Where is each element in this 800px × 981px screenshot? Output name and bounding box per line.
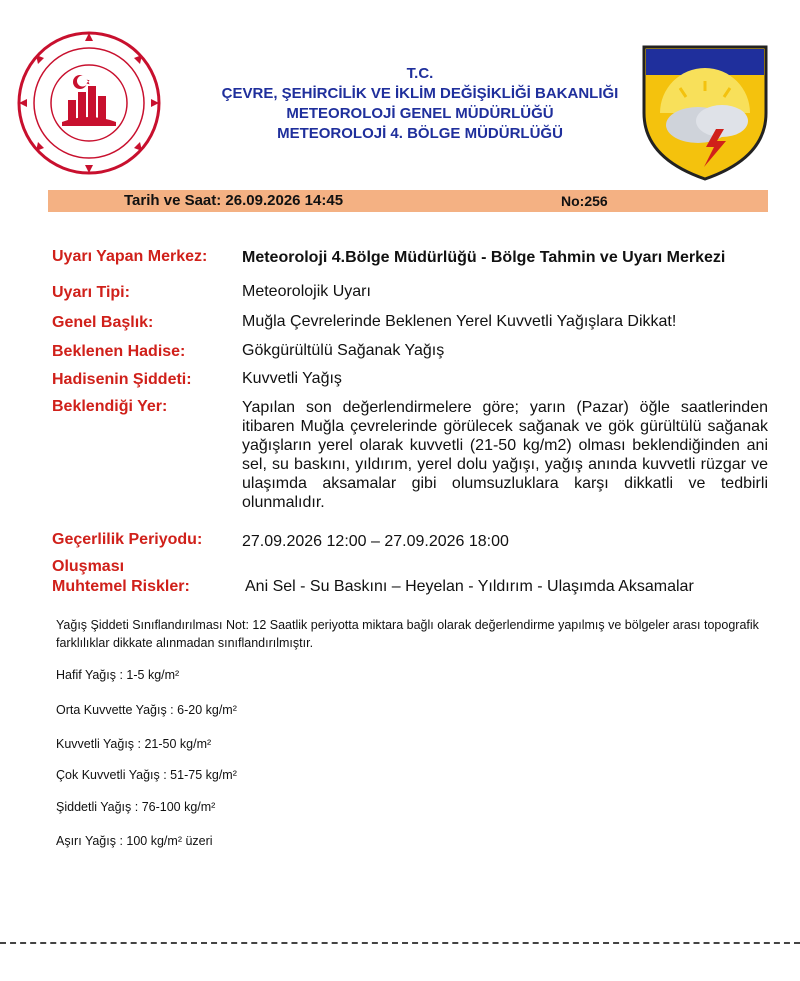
validity-period-value: 27.09.2026 12:00 – 27.09.2026 18:00 xyxy=(242,533,509,550)
severity-value: Kuvvetli Yağış xyxy=(242,370,342,387)
class-severe: Şiddetli Yağış : 76-100 kg/m² xyxy=(56,800,216,814)
classification-note: Yağış Şiddeti Sınıflandırılması Not: 12 Saatlik periyotta miktara bağlı olarak değerlendirme yapılmış ve bölgeler arası topografik farklılıklar dikkate alınmadan sınıflandırılmıştır. xyxy=(56,618,759,650)
ministry-header xyxy=(180,64,660,144)
warning-type-value: Meteorolojik Uyarı xyxy=(242,283,371,300)
expected-event-value: Gökgürültülü Sağanak Yağış xyxy=(242,342,445,359)
date-time: Tarih ve Saat: 26.09.2026 14:45 xyxy=(124,192,344,209)
class-light: Hafif Yağış : 1-5 kg/m² xyxy=(56,668,180,682)
center-label: Uyarı Yapan Merkez: xyxy=(52,248,208,265)
header-line-tc: T.C. xyxy=(406,65,434,82)
date-bar xyxy=(48,190,768,212)
bulletin-number: No:256 xyxy=(561,193,608,209)
expected-place-label: Beklendiği Yer: xyxy=(52,398,168,415)
header-line-ministry: ÇEVRE, ŞEHİRCİLİK VE İKLİM DEĞİŞİKLİĞİ BAKANLIĞI xyxy=(221,85,619,102)
class-moderate: Orta Kuvvette Yağış : 6-20 kg/m² xyxy=(56,703,237,717)
expected-place-text: Yapılan son değerlendirmelere göre; yarın (Pazar) öğle saatlerinden itibaren Muğla çevrelerinde görülecek sağanak ve gök gürültülü sağanak yağışların yerel olarak kuvvetli (21-50 kg/m2) olması beklendiğinden ani sel, su baskını, yıldırım, yerel dolu yağışı, yağış anında kuvvetli rüzgar ve ulaşımda aksamalar gibi olumsuzluklara karşı dikkatli ve tedbirli olunmalıdır. xyxy=(242,399,768,511)
risks-label-line2: Muhtemel Riskler: xyxy=(52,578,190,595)
severity-label: Hadisenin Şiddeti: xyxy=(52,371,192,388)
class-heavy: Kuvvetli Yağış : 21-50 kg/m² xyxy=(56,737,212,751)
header-line-regional-directorate: METEOROLOJİ 4. BÖLGE MÜDÜRLÜĞÜ xyxy=(277,125,563,142)
class-extreme: Aşırı Yağış : 100 kg/m² üzeri xyxy=(56,834,213,848)
warning-type-label: Uyarı Tipi: xyxy=(52,284,130,301)
risks-label-line1: Oluşması xyxy=(52,558,125,575)
center-value: Meteoroloji 4.Bölge Müdürlüğü - Bölge Tahmin ve Uyarı Merkezi xyxy=(242,249,726,266)
expected-event-label: Beklenen Hadise: xyxy=(52,343,186,360)
risks-value: Ani Sel - Su Baskını – Heyelan - Yıldırım - Ulaşımda Aksamalar xyxy=(245,578,694,595)
dashed-separator xyxy=(0,942,800,944)
general-title-value: Muğla Çevrelerinde Beklenen Yerel Kuvvetli Yağışlara Dikkat! xyxy=(242,313,677,330)
validity-period-label: Geçerlilik Periyodu: xyxy=(52,531,203,548)
header-line-general-directorate: METEOROLOJİ GENEL MÜDÜRLÜĞÜ xyxy=(286,105,554,122)
general-title-label: Genel Başlık: xyxy=(52,314,154,331)
ministry-seal-logo xyxy=(14,28,164,178)
class-very-heavy: Çok Kuvvetli Yağış : 51-75 kg/m² xyxy=(56,768,237,782)
